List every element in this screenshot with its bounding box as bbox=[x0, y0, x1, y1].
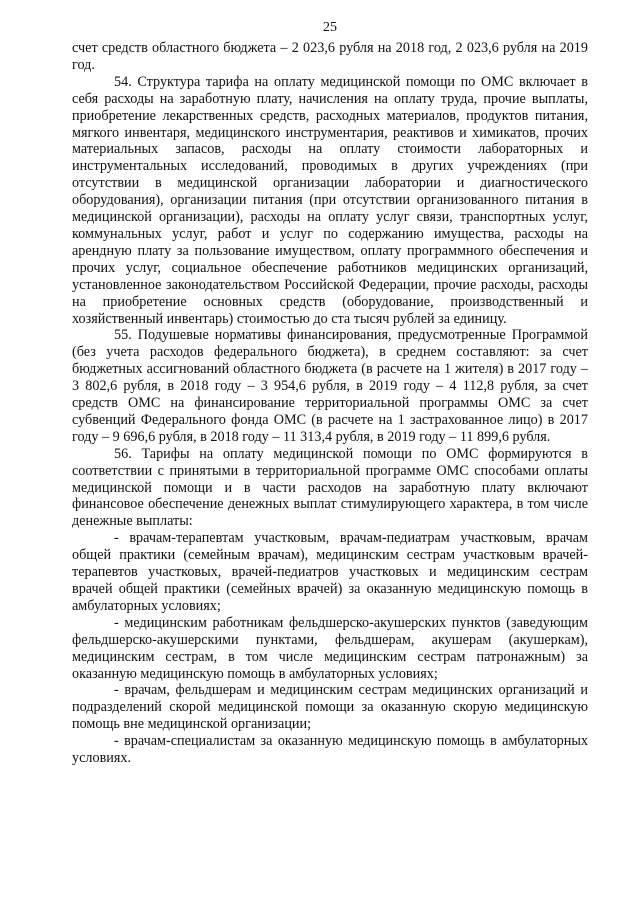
paragraph: - врачам, фельдшерам и медицинским сестрам медицинских организаций и подразделений скорой медицинской помощи за оказанную скорую медицинскую помощь вне медицинской организации; bbox=[72, 682, 588, 733]
paragraph: счет средств областного бюджета – 2 023,6 рубля на 2018 год, 2 023,6 рубля на 2019 год. bbox=[72, 40, 588, 73]
paragraph: - врачам-терапевтам участковым, врачам-педиатрам участковым, врачам общей практики (семейным врачам), медицинским сестрам участковым врачей-терапевтов участковых, врачей-педиатров участковых и медицинским сестрам врачей общей практики (семейных врачей) за оказанную медицинскую помощь в амбулаторных условиях; bbox=[72, 530, 588, 614]
document-body bbox=[72, 40, 588, 767]
paragraph: - врачам-специалистам за оказанную медицинскую помощь в амбулаторных условиях. bbox=[72, 733, 588, 767]
paragraph: 54. Структура тарифа на оплату медицинской помощи по ОМС включает в себя расходы на заработную плату, начисления на оплату труда, прочие выплаты, приобретение лекарственных средств, расходных материалов, продуктов питания, мягкого инвентаря, медицинского инструментария, реактивов и химикатов, прочих материальных запасов, расходы на оплату стоимости лабораторных и инструментальных исследований, проводимых в других учреждениях (при отсутствии в медицинской организации лаборатории и диагностического оборудования), организации питания (при отсутствии организованного питания в медицинской организации), расходы на оплату услуг связи, транспортных услуг, коммунальных услуг, работ и услуг по содержанию имущества, расходы на арендную плату за пользование имуществом, оплату программного обеспечения и прочих услуг, социальное обеспечение работников медицинских организаций, установленное законодательством Российской Федерации, прочие расходы, расходы на приобретение основных средств (оборудование, производственный и хозяйственный инвентарь) стоимостью до ста тысяч рублей за единицу. bbox=[72, 73, 588, 327]
page-number: 25 bbox=[323, 20, 337, 35]
paragraph: - медицинским работникам фельдшерско-акушерских пунктов (заведующим фельдшерско-акушерскими пунктами, фельдшерам, акушерам (акушеркам), медицинским сестрам, в том числе медицинским сестрам патронажным) за оказанную медицинскую помощь в амбулаторных условиях; bbox=[72, 614, 588, 682]
paragraph: 55. Подушевые нормативы финансирования, предусмотренные Программой (без учета расходов федерального бюджета), в среднем составляют: за счет бюджетных ассигнований областного бюджета (в расчете на 1 жителя) в 2017 году – 3 802,6 рубля, в 2018 году – 3 954,6 рубля, в 2019 году – 4 112,8 рубля, за счет средств ОМС на финансирование территориальной программы ОМС за счет субвенций Федерального фонда ОМС (в расчете на 1 застрахованное лицо) в 2017 году – 9 696,6 рубля, в 2018 году – 11 313,4 рубля, в 2019 году – 11 899,6 рубля. bbox=[72, 327, 588, 445]
paragraph: 56. Тарифы на оплату медицинской помощи по ОМС формируются в соответствии с принятыми в территориальной программе ОМС способами оплаты медицинской помощи и в части расходов на заработную плату включают финансовое обеспечение денежных выплат стимулирующего характера, в том числе денежные выплаты: bbox=[72, 445, 588, 530]
